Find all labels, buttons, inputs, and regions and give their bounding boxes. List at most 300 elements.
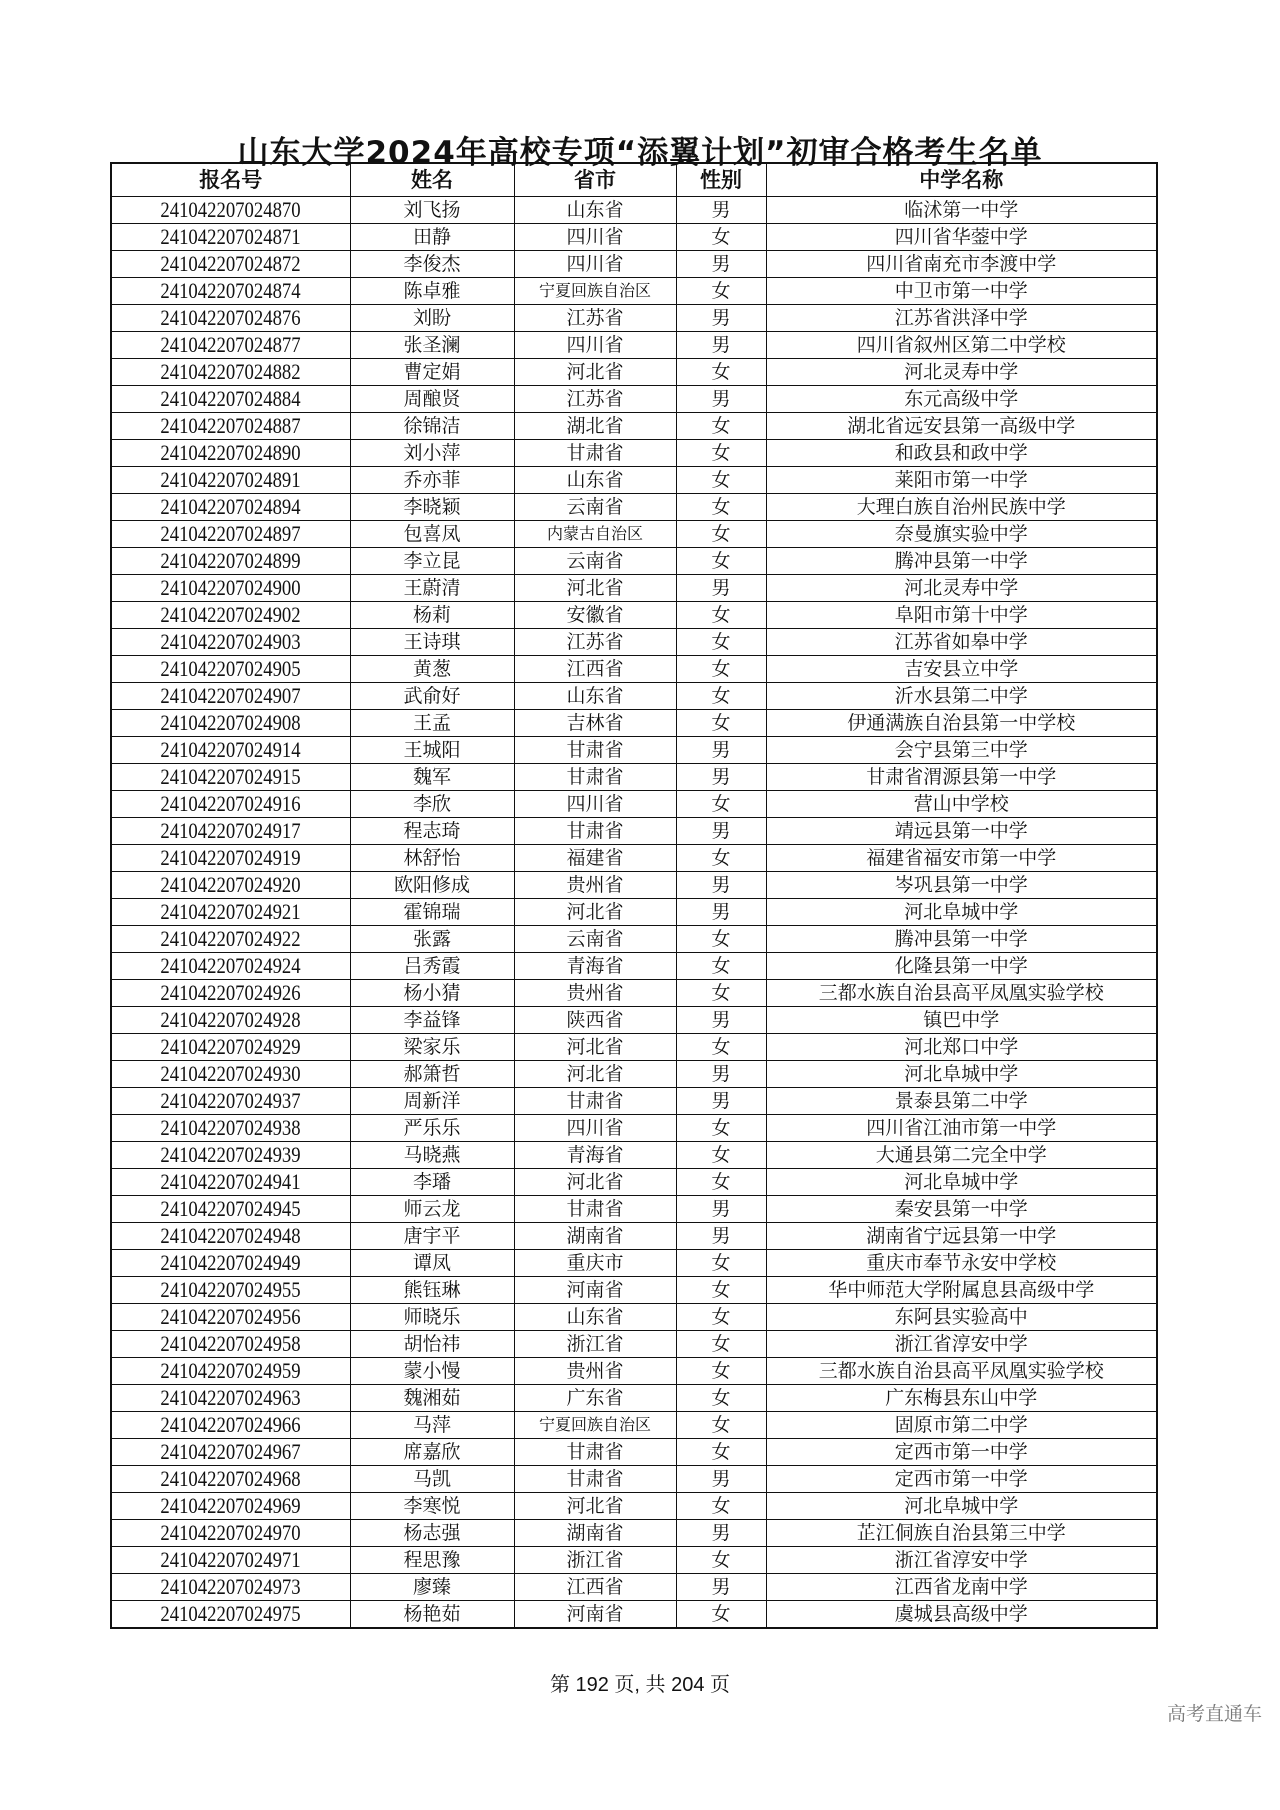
- student-name-cell: 王蔚清: [350, 575, 514, 602]
- registration-number-cell: [111, 1169, 350, 1196]
- registration-number-cell: [111, 521, 350, 548]
- registration-number-cell: [111, 980, 350, 1007]
- registration-number-cell: [111, 656, 350, 683]
- registration-number: 241042207024958: [160, 1331, 301, 1356]
- province-cell: 甘肃省: [514, 737, 676, 764]
- school-name-cell: 定西市第一中学: [766, 1466, 1157, 1493]
- gender-cell: 女: [676, 1034, 766, 1061]
- registration-number: 241042207024871: [160, 224, 301, 249]
- registration-number-cell: [111, 1331, 350, 1358]
- table-row: [111, 1277, 1157, 1304]
- gender-cell: 男: [676, 1007, 766, 1034]
- gender-cell: 女: [676, 683, 766, 710]
- table-row: [111, 791, 1157, 818]
- province-cell: 四川省: [514, 332, 676, 359]
- registration-number-cell: [111, 764, 350, 791]
- province-cell: 湖南省: [514, 1520, 676, 1547]
- student-name-cell: 刘小萍: [350, 440, 514, 467]
- student-name-cell: 乔亦菲: [350, 467, 514, 494]
- student-name-cell: 唐宇平: [350, 1223, 514, 1250]
- student-name-cell: 李晓颖: [350, 494, 514, 521]
- registration-number-cell: [111, 467, 350, 494]
- school-name-cell: 定西市第一中学: [766, 1439, 1157, 1466]
- registration-number-cell: [111, 440, 350, 467]
- school-name-cell: 河北阜城中学: [766, 1169, 1157, 1196]
- student-name-cell: 王城阳: [350, 737, 514, 764]
- gender-cell: 女: [676, 278, 766, 305]
- table-row: [111, 818, 1157, 845]
- school-name-cell: 河北灵寿中学: [766, 359, 1157, 386]
- table-row: [111, 899, 1157, 926]
- school-name-cell: 江苏省如皋中学: [766, 629, 1157, 656]
- province-cell: 青海省: [514, 953, 676, 980]
- gender-cell: 男: [676, 1196, 766, 1223]
- table-row: [111, 197, 1157, 224]
- registration-number-cell: [111, 1223, 350, 1250]
- table-row: [111, 332, 1157, 359]
- student-name-cell: 师云龙: [350, 1196, 514, 1223]
- registration-number-cell: [111, 1034, 350, 1061]
- school-name-cell: 河北郑口中学: [766, 1034, 1157, 1061]
- registration-number-cell: [111, 1466, 350, 1493]
- registration-number-cell: [111, 1439, 350, 1466]
- table-row: [111, 521, 1157, 548]
- registration-number: 241042207024939: [160, 1142, 301, 1167]
- registration-number: 241042207024907: [160, 683, 301, 708]
- registration-number-cell: [111, 1304, 350, 1331]
- table-row: [111, 602, 1157, 629]
- province-cell: 四川省: [514, 791, 676, 818]
- table-row: [111, 953, 1157, 980]
- registration-number-cell: [111, 197, 350, 224]
- gender-cell: 女: [676, 1115, 766, 1142]
- registration-number: 241042207024894: [160, 494, 301, 519]
- school-name-cell: 腾冲县第一中学: [766, 926, 1157, 953]
- table-row: [111, 1034, 1157, 1061]
- registration-number: 241042207024903: [160, 629, 301, 654]
- watermark-area: [0, 1703, 1262, 1735]
- header-gender: 性别: [676, 163, 766, 197]
- school-name-cell: 江西省龙南中学: [766, 1574, 1157, 1601]
- province-cell: 青海省: [514, 1142, 676, 1169]
- table-row: [111, 575, 1157, 602]
- school-name-cell: 湖南省宁远县第一中学: [766, 1223, 1157, 1250]
- registration-number: 241042207024924: [160, 953, 301, 978]
- province-cell: 四川省: [514, 251, 676, 278]
- student-name-cell: 严乐乐: [350, 1115, 514, 1142]
- school-name-cell: 秦安县第一中学: [766, 1196, 1157, 1223]
- school-name-cell: 广东梅县东山中学: [766, 1385, 1157, 1412]
- registration-number-cell: [111, 386, 350, 413]
- registration-number: 241042207024914: [160, 737, 301, 762]
- gender-cell: 女: [676, 521, 766, 548]
- student-name-cell: 霍锦瑞: [350, 899, 514, 926]
- province-cell: 福建省: [514, 845, 676, 872]
- school-name-cell: 阜阳市第十中学: [766, 602, 1157, 629]
- gender-cell: 女: [676, 1412, 766, 1439]
- gender-cell: 男: [676, 332, 766, 359]
- province-cell: 河北省: [514, 575, 676, 602]
- table-row: [111, 1493, 1157, 1520]
- gender-cell: 男: [676, 1223, 766, 1250]
- registration-number: 241042207024973: [160, 1574, 301, 1599]
- registration-number: 241042207024968: [160, 1466, 301, 1491]
- gender-cell: 女: [676, 1277, 766, 1304]
- province-cell: 甘肃省: [514, 1466, 676, 1493]
- registration-number: 241042207024916: [160, 791, 301, 816]
- registration-number: 241042207024887: [160, 413, 301, 438]
- province-cell: 河北省: [514, 1061, 676, 1088]
- registration-number-cell: [111, 1061, 350, 1088]
- table-row: [111, 1115, 1157, 1142]
- gender-cell: 女: [676, 845, 766, 872]
- province-cell: 四川省: [514, 224, 676, 251]
- registration-number: 241042207024870: [160, 197, 301, 222]
- school-name-cell: 河北阜城中学: [766, 899, 1157, 926]
- gender-cell: 男: [676, 1088, 766, 1115]
- student-name-cell: 李欣: [350, 791, 514, 818]
- table-row: [111, 683, 1157, 710]
- registration-number-cell: [111, 791, 350, 818]
- school-name-cell: 东阿县实验高中: [766, 1304, 1157, 1331]
- table-row: [111, 386, 1157, 413]
- province-cell: 宁夏回族自治区: [514, 1412, 676, 1439]
- school-name-cell: 重庆市奉节永安中学校: [766, 1250, 1157, 1277]
- registration-number: 241042207024902: [160, 602, 301, 627]
- school-name-cell: 浙江省淳安中学: [766, 1547, 1157, 1574]
- school-name-cell: 四川省叙州区第二中学校: [766, 332, 1157, 359]
- province-cell: 山东省: [514, 683, 676, 710]
- gender-cell: 女: [676, 629, 766, 656]
- registration-number-cell: [111, 1007, 350, 1034]
- province-cell: 四川省: [514, 1115, 676, 1142]
- school-name-cell: 三都水族自治县高平凤凰实验学校: [766, 980, 1157, 1007]
- school-name-cell: 河北阜城中学: [766, 1061, 1157, 1088]
- student-name-cell: 师晓乐: [350, 1304, 514, 1331]
- table-row: [111, 1223, 1157, 1250]
- school-name-cell: 四川省南充市李渡中学: [766, 251, 1157, 278]
- table-row: [111, 278, 1157, 305]
- gender-cell: 男: [676, 1520, 766, 1547]
- province-cell: 安徽省: [514, 602, 676, 629]
- gender-cell: 女: [676, 1439, 766, 1466]
- table-row: [111, 1574, 1157, 1601]
- province-cell: 重庆市: [514, 1250, 676, 1277]
- registration-number-cell: [111, 1412, 350, 1439]
- registration-number: 241042207024919: [160, 845, 301, 870]
- province-cell: 山东省: [514, 1304, 676, 1331]
- school-name-cell: 固原市第二中学: [766, 1412, 1157, 1439]
- student-name-cell: 杨志强: [350, 1520, 514, 1547]
- province-cell: 河北省: [514, 899, 676, 926]
- province-cell: 云南省: [514, 548, 676, 575]
- registration-number: 241042207024971: [160, 1547, 301, 1572]
- table-row: [111, 1385, 1157, 1412]
- province-cell: 甘肃省: [514, 764, 676, 791]
- province-cell: 江苏省: [514, 305, 676, 332]
- student-name-cell: 王孟: [350, 710, 514, 737]
- registration-number: 241042207024930: [160, 1061, 301, 1086]
- school-name-cell: 中卫市第一中学: [766, 278, 1157, 305]
- student-name-cell: 李璠: [350, 1169, 514, 1196]
- student-name-cell: 田静: [350, 224, 514, 251]
- school-name-cell: 腾冲县第一中学: [766, 548, 1157, 575]
- registration-number: 241042207024874: [160, 278, 301, 303]
- gender-cell: 女: [676, 710, 766, 737]
- school-name-cell: 莱阳市第一中学: [766, 467, 1157, 494]
- province-cell: 甘肃省: [514, 1439, 676, 1466]
- registration-number: 241042207024908: [160, 710, 301, 735]
- student-name-cell: 周新洋: [350, 1088, 514, 1115]
- table-row: [111, 224, 1157, 251]
- registration-number: 241042207024876: [160, 305, 301, 330]
- province-cell: 广东省: [514, 1385, 676, 1412]
- registration-number: 241042207024938: [160, 1115, 301, 1140]
- student-name-cell: 马晓燕: [350, 1142, 514, 1169]
- registration-number-cell: [111, 278, 350, 305]
- student-name-cell: 马萍: [350, 1412, 514, 1439]
- registration-number-cell: [111, 1601, 350, 1629]
- province-cell: 河北省: [514, 1169, 676, 1196]
- gender-cell: 女: [676, 1142, 766, 1169]
- student-name-cell: 李俊杰: [350, 251, 514, 278]
- table-row: [111, 467, 1157, 494]
- registration-number: 241042207024959: [160, 1358, 301, 1383]
- table-row: [111, 845, 1157, 872]
- registration-number: 241042207024956: [160, 1304, 301, 1329]
- registration-number: 241042207024948: [160, 1223, 301, 1248]
- registration-number: 241042207024915: [160, 764, 301, 789]
- student-name-cell: 周酿贤: [350, 386, 514, 413]
- school-name-cell: 和政县和政中学: [766, 440, 1157, 467]
- table-row: [111, 413, 1157, 440]
- school-name-cell: 河北阜城中学: [766, 1493, 1157, 1520]
- gender-cell: 女: [676, 1358, 766, 1385]
- school-name-cell: 景泰县第二中学: [766, 1088, 1157, 1115]
- table-row: [111, 1169, 1157, 1196]
- registration-number-cell: [111, 845, 350, 872]
- table-row: [111, 1466, 1157, 1493]
- student-name-cell: 魏军: [350, 764, 514, 791]
- province-cell: 江苏省: [514, 629, 676, 656]
- registration-number-cell: [111, 548, 350, 575]
- table-row: [111, 1061, 1157, 1088]
- table-body: [111, 197, 1157, 1629]
- registration-number: 241042207024926: [160, 980, 301, 1005]
- table-row: [111, 710, 1157, 737]
- school-name-cell: 沂水县第二中学: [766, 683, 1157, 710]
- gender-cell: 女: [676, 359, 766, 386]
- registration-number-cell: [111, 926, 350, 953]
- province-cell: 甘肃省: [514, 1196, 676, 1223]
- registration-number: 241042207024969: [160, 1493, 301, 1518]
- school-name-cell: 四川省江油市第一中学: [766, 1115, 1157, 1142]
- gender-cell: 女: [676, 602, 766, 629]
- school-name-cell: 东元高级中学: [766, 386, 1157, 413]
- province-cell: 浙江省: [514, 1331, 676, 1358]
- watermark: 高考直通车: [1166, 1703, 1262, 1725]
- province-cell: 湖北省: [514, 413, 676, 440]
- student-name-cell: 曹定娟: [350, 359, 514, 386]
- registration-number-cell: [111, 224, 350, 251]
- student-name-cell: 张圣澜: [350, 332, 514, 359]
- student-name-cell: 程志琦: [350, 818, 514, 845]
- province-cell: 贵州省: [514, 1358, 676, 1385]
- registration-number-cell: [111, 305, 350, 332]
- registration-number: 241042207024921: [160, 899, 301, 924]
- candidate-table: [110, 162, 1158, 1629]
- registration-number: 241042207024963: [160, 1385, 301, 1410]
- table-row: [111, 1088, 1157, 1115]
- student-name-cell: 刘飞扬: [350, 197, 514, 224]
- registration-number: 241042207024899: [160, 548, 301, 573]
- gender-cell: 男: [676, 305, 766, 332]
- header-school: 中学名称: [766, 163, 1157, 197]
- page-number: 第 192 页, 共 204 页: [549, 1674, 731, 1696]
- registration-number: 241042207024920: [160, 872, 301, 897]
- gender-cell: 男: [676, 737, 766, 764]
- school-name-cell: 大理白族自治州民族中学: [766, 494, 1157, 521]
- registration-number-cell: [111, 1250, 350, 1277]
- registration-number-cell: [111, 602, 350, 629]
- registration-number-cell: [111, 1493, 350, 1520]
- registration-number-cell: [111, 1574, 350, 1601]
- header-registration-number: 报名号: [111, 163, 350, 197]
- student-name-cell: 张露: [350, 926, 514, 953]
- registration-number-cell: [111, 251, 350, 278]
- school-name-cell: 河北灵寿中学: [766, 575, 1157, 602]
- student-name-cell: 胡怡祎: [350, 1331, 514, 1358]
- registration-number-cell: [111, 818, 350, 845]
- registration-number: 241042207024975: [160, 1601, 301, 1626]
- registration-number: 241042207024967: [160, 1439, 301, 1464]
- province-cell: 江西省: [514, 1574, 676, 1601]
- gender-cell: 女: [676, 1601, 766, 1629]
- student-name-cell: 杨小猜: [350, 980, 514, 1007]
- province-cell: 河南省: [514, 1601, 676, 1629]
- registration-number: 241042207024884: [160, 386, 301, 411]
- school-name-cell: 会宁县第三中学: [766, 737, 1157, 764]
- student-name-cell: 武俞好: [350, 683, 514, 710]
- school-name-cell: 华中师范大学附属息县高级中学: [766, 1277, 1157, 1304]
- student-name-cell: 王诗琪: [350, 629, 514, 656]
- student-name-cell: 杨艳茹: [350, 1601, 514, 1629]
- table-row: [111, 764, 1157, 791]
- gender-cell: 女: [676, 1169, 766, 1196]
- student-name-cell: 席嘉欣: [350, 1439, 514, 1466]
- gender-cell: 男: [676, 1574, 766, 1601]
- student-name-cell: 吕秀霞: [350, 953, 514, 980]
- province-cell: 江西省: [514, 656, 676, 683]
- table-row: [111, 1520, 1157, 1547]
- table-row: [111, 1547, 1157, 1574]
- header-province: 省市: [514, 163, 676, 197]
- province-cell: 河南省: [514, 1277, 676, 1304]
- registration-number: 241042207024882: [160, 359, 301, 384]
- registration-number: 241042207024949: [160, 1250, 301, 1275]
- school-name-cell: 四川省华蓥中学: [766, 224, 1157, 251]
- gender-cell: 男: [676, 899, 766, 926]
- registration-number-cell: [111, 872, 350, 899]
- registration-number-cell: [111, 1088, 350, 1115]
- student-name-cell: 廖臻: [350, 1574, 514, 1601]
- gender-cell: 女: [676, 656, 766, 683]
- school-name-cell: 浙江省淳安中学: [766, 1331, 1157, 1358]
- school-name-cell: 靖远县第一中学: [766, 818, 1157, 845]
- table-row: [111, 1007, 1157, 1034]
- gender-cell: 女: [676, 1493, 766, 1520]
- province-cell: 内蒙古自治区: [514, 521, 676, 548]
- gender-cell: 男: [676, 1061, 766, 1088]
- registration-number-cell: [111, 1358, 350, 1385]
- table-row: [111, 737, 1157, 764]
- province-cell: 甘肃省: [514, 818, 676, 845]
- registration-number: 241042207024941: [160, 1169, 301, 1194]
- gender-cell: 女: [676, 1547, 766, 1574]
- table-row: [111, 305, 1157, 332]
- table-row: [111, 1250, 1157, 1277]
- student-name-cell: 欧阳修成: [350, 872, 514, 899]
- school-name-cell: 岑巩县第一中学: [766, 872, 1157, 899]
- gender-cell: 女: [676, 440, 766, 467]
- province-cell: 河北省: [514, 1034, 676, 1061]
- gender-cell: 女: [676, 224, 766, 251]
- registration-number-cell: [111, 1547, 350, 1574]
- gender-cell: 女: [676, 467, 766, 494]
- gender-cell: 男: [676, 764, 766, 791]
- table-row: [111, 926, 1157, 953]
- registration-number: 241042207024891: [160, 467, 301, 492]
- school-name-cell: 江苏省洪泽中学: [766, 305, 1157, 332]
- province-cell: 河北省: [514, 359, 676, 386]
- registration-number: 241042207024890: [160, 440, 301, 465]
- table-row: [111, 872, 1157, 899]
- registration-number-cell: [111, 413, 350, 440]
- student-name-cell: 李寒悦: [350, 1493, 514, 1520]
- registration-number-cell: [111, 332, 350, 359]
- table-row: [111, 1142, 1157, 1169]
- registration-number: 241042207024900: [160, 575, 301, 600]
- student-name-cell: 梁家乐: [350, 1034, 514, 1061]
- table-row: [111, 1358, 1157, 1385]
- province-cell: 宁夏回族自治区: [514, 278, 676, 305]
- student-name-cell: 谭凤: [350, 1250, 514, 1277]
- registration-number-cell: [111, 710, 350, 737]
- registration-number: 241042207024945: [160, 1196, 301, 1221]
- registration-number: 241042207024897: [160, 521, 301, 546]
- registration-number-cell: [111, 899, 350, 926]
- gender-cell: 女: [676, 953, 766, 980]
- province-cell: 河北省: [514, 1493, 676, 1520]
- student-name-cell: 杨莉: [350, 602, 514, 629]
- school-name-cell: 湖北省远安县第一高级中学: [766, 413, 1157, 440]
- registration-number-cell: [111, 953, 350, 980]
- school-name-cell: 福建省福安市第一中学: [766, 845, 1157, 872]
- gender-cell: 女: [676, 494, 766, 521]
- gender-cell: 女: [676, 926, 766, 953]
- registration-number-cell: [111, 1277, 350, 1304]
- registration-number: 241042207024917: [160, 818, 301, 843]
- province-cell: 山东省: [514, 197, 676, 224]
- school-name-cell: 奈曼旗实验中学: [766, 521, 1157, 548]
- table-row: [111, 494, 1157, 521]
- registration-number: 241042207024955: [160, 1277, 301, 1302]
- gender-cell: 女: [676, 1385, 766, 1412]
- school-name-cell: 甘肃省渭源县第一中学: [766, 764, 1157, 791]
- gender-cell: 男: [676, 1466, 766, 1493]
- registration-number: 241042207024922: [160, 926, 301, 951]
- table-row: [111, 656, 1157, 683]
